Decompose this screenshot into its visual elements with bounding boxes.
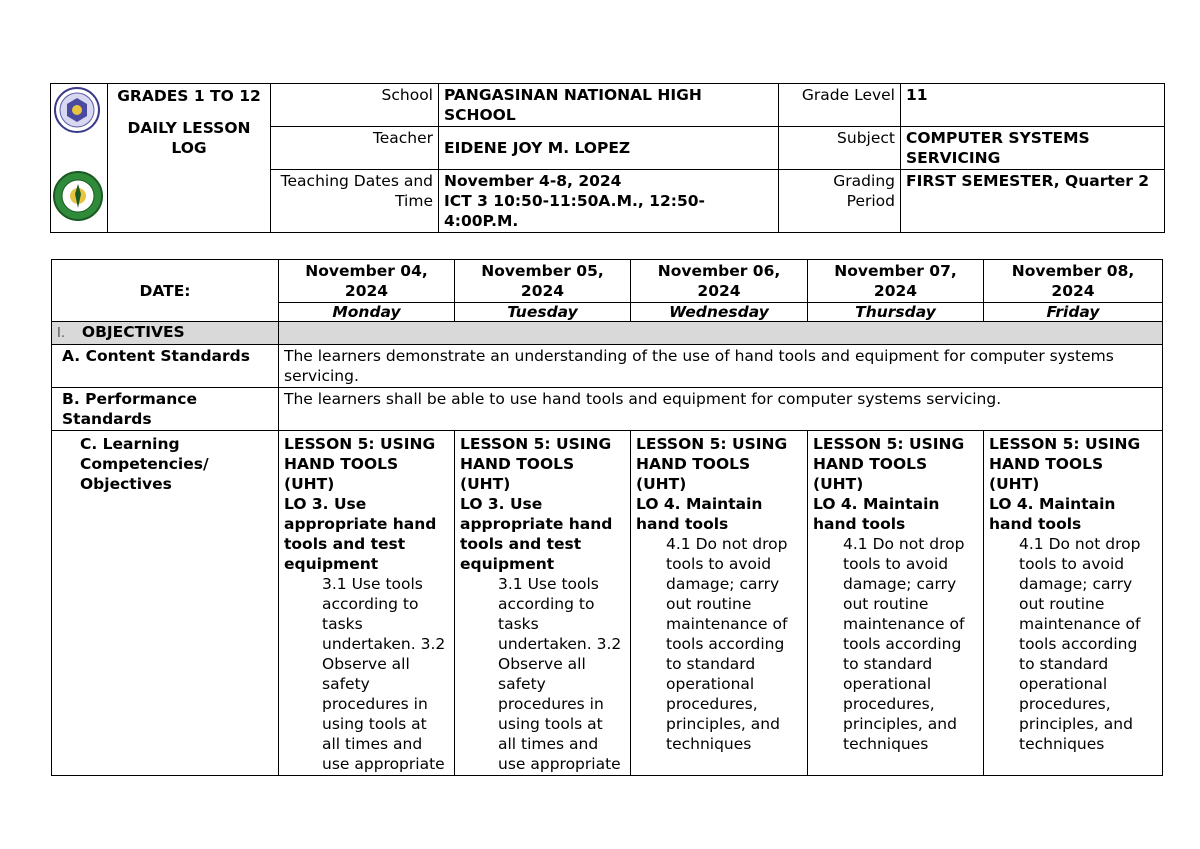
competency-lo: LO 4. Maintain hand tools [636,495,763,533]
day-date-0: November 04, 2024 [279,260,455,303]
day-name-0: Monday [279,303,455,322]
competency-items: 3.1 Use tools according to tasks undertaken. 3.2 Observe all safety procedures in using tools at all times and use appropriate [322,575,446,773]
grade-level-label: Grade Level [779,84,901,127]
performance-standards-text: The learners shall be able to use hand tools and equipment for computer systems servicing. [279,388,1163,431]
deped-seal-logo [53,86,101,134]
teaching-dates-label: Teaching Dates and Time [271,170,439,233]
day-date-3: November 07, 2024 [808,260,984,303]
teacher-label: Teacher [271,127,439,170]
day-date-1: November 05, 2024 [455,260,631,303]
competency-cell-4 [984,431,1163,776]
competency-cell-3 [808,431,984,776]
day-name-2: Wednesday [631,303,808,322]
subject-label: Subject [779,127,901,170]
header-table [50,83,1165,233]
school-seal-logo [51,170,105,222]
grade-level-value: 11 [901,84,1165,127]
competency-items: 4.1 Do not drop tools to avoid damage; carry out routine maintenance of tools according to standard operational procedures, principles, and techniques [666,535,788,753]
performance-standards-label: B. Performance Standards [52,388,279,431]
objectives-gray-band [279,322,1163,345]
competency-lesson: LESSON 5: USING HAND TOOLS (UHT) [460,435,612,493]
objectives-label: OBJECTIVES [81,323,185,341]
day-date-4: November 08, 2024 [984,260,1163,303]
school-value: PANGASINAN NATIONAL HIGH SCHOOL [439,84,779,127]
date-label: DATE: [52,260,279,322]
competency-cell-1 [455,431,631,776]
teacher-value: EIDENE JOY M. LOPEZ [439,127,779,170]
school-label: School [271,84,439,127]
day-date-2: November 06, 2024 [631,260,808,303]
competency-lesson: LESSON 5: USING HAND TOOLS (UHT) [284,435,436,493]
grading-period-value: FIRST SEMESTER, Quarter 2 [901,170,1165,233]
competency-lo: LO 3. Use appropriate hand tools and test equipment [284,495,437,573]
competency-lo: LO 3. Use appropriate hand tools and test equipment [460,495,613,573]
teaching-dates-line2: ICT 3 10:50-11:50A.M., 12:50-4:00P.M. [444,192,705,230]
competency-items: 3.1 Use tools according to tasks undertaken. 3.2 Observe all safety procedures in using tools at all times and use appropriate [498,575,622,773]
competency-lesson: LESSON 5: USING HAND TOOLS (UHT) [989,435,1141,493]
dll-title-line2: DAILY LESSON LOG [127,119,251,157]
teaching-dates-line1: November 4-8, 2024 [444,172,622,190]
competency-lesson: LESSON 5: USING HAND TOOLS (UHT) [636,435,788,493]
competency-cell-2 [631,431,808,776]
competency-lo: LO 4. Maintain hand tools [989,495,1116,533]
content-standards-label: A. Content Standards [52,345,279,388]
dll-title-line1: GRADES 1 TO 12 [117,87,261,105]
objectives-heading [52,322,279,345]
logo-cell [51,84,108,233]
competency-lesson: LESSON 5: USING HAND TOOLS (UHT) [813,435,965,493]
content-standards-text: The learners demonstrate an understanding of the use of hand tools and equipment for computer systems servicing. [279,345,1163,388]
grading-period-label: Grading Period [779,170,901,233]
subject-value: COMPUTER SYSTEMS SERVICING [901,127,1165,170]
competency-items: 4.1 Do not drop tools to avoid damage; carry out routine maintenance of tools according to standard operational procedures, principles, and techniques [1019,535,1141,753]
competency-lo: LO 4. Maintain hand tools [813,495,940,533]
day-name-1: Tuesday [455,303,631,322]
day-name-4: Friday [984,303,1163,322]
competency-items: 4.1 Do not drop tools to avoid damage; carry out routine maintenance of tools according to standard operational procedures, principles, and techniques [843,535,965,753]
dll-title-cell [108,84,271,233]
objectives-numeral: I. [57,326,65,341]
day-name-3: Thursday [808,303,984,322]
lesson-log-table [51,259,1163,776]
competencies-label: C. Learning Competencies/ Objectives [52,431,279,776]
competency-cell-0 [279,431,455,776]
teaching-dates-value [439,170,779,233]
